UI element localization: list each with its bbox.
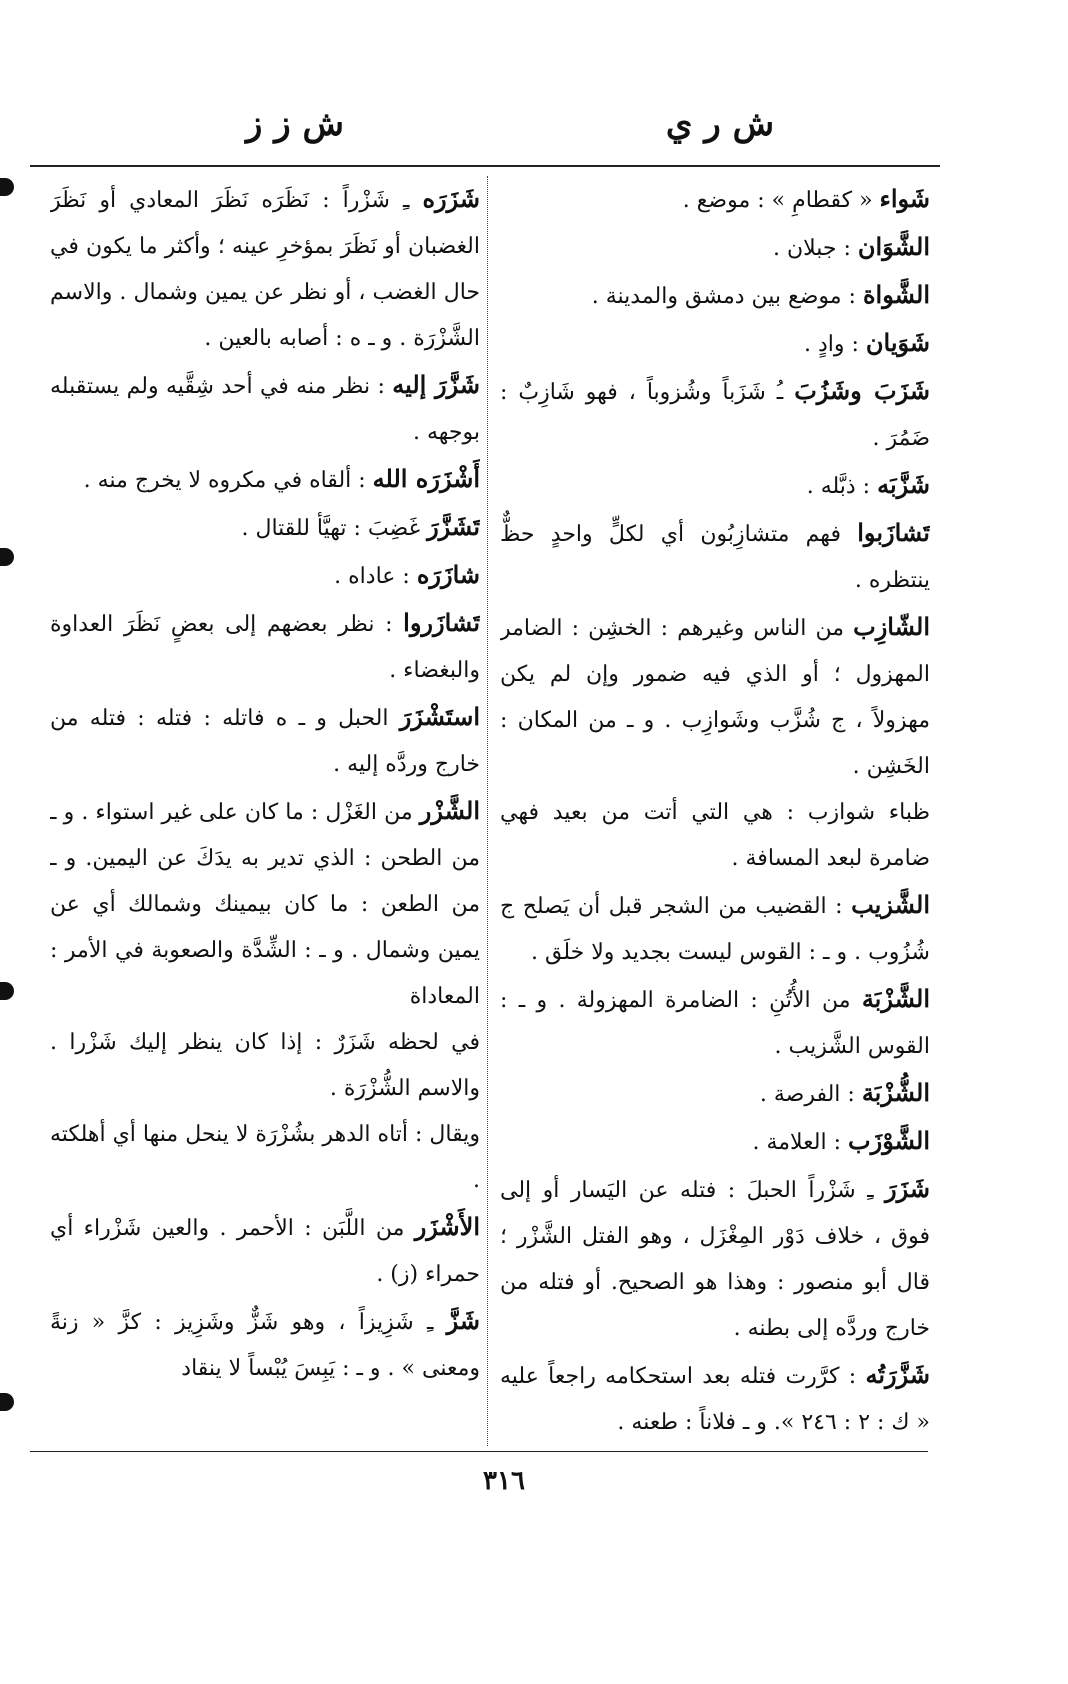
dictionary-entry [500, 1352, 930, 1446]
headword: شَواء [879, 184, 930, 213]
definition-text: : ذبَّله . [806, 474, 878, 499]
dictionary-entry [500, 272, 930, 320]
dictionary-entry [500, 882, 930, 976]
headword: شَزَّرَ إليه [392, 370, 480, 399]
dictionary-entry [50, 1112, 480, 1204]
headword: تَشَزَّرَ [427, 512, 480, 541]
definition-text: : العلامة . [752, 1130, 849, 1155]
definition-text: ـُ شَزَباً وشُزوباً ، فهو شَازِبٌ : ضَمُرَ . [500, 380, 930, 451]
dictionary-entry [500, 1070, 930, 1118]
headword: الأَشْزَر [414, 1212, 480, 1241]
headword: استَشْزَرَ [399, 702, 480, 731]
dictionary-entry [50, 1298, 480, 1392]
definition-text: غَضِبَ : تهيَّأ للقتال . [241, 516, 428, 541]
headword: شَزَّ [446, 1306, 480, 1335]
page-number: ٣١٦ [483, 1466, 525, 1496]
dictionary-entry [500, 790, 930, 882]
dictionary-entry [500, 368, 930, 462]
headword: شَزَرَ [885, 1174, 930, 1203]
dictionary-entry [500, 510, 930, 604]
dictionary-entry [500, 176, 930, 224]
dictionary-entry [50, 600, 480, 694]
running-head-left: ش ز ز [245, 104, 344, 144]
definition-text: : القضيب من الشجر قبل أن يَصلح ج شُزُوب . و ـ : القوس ليست بجديد ولا خلَق . [500, 894, 930, 965]
headword: الشَّواة [862, 280, 930, 309]
definition-text: ـِ شَزِيزاً ، وهو شَزٌّ وشَزِيز : كزَّ « زنةً ومعنى » . و ـ : يَبِسَ يُبْساً لا ينقاد [50, 1310, 480, 1381]
running-head-right: ش ر ي [665, 104, 775, 144]
definition-text: : نظر منه في أحد شِقَّيه ولم يستقبله بوجهه . [50, 374, 480, 445]
dictionary-entry [500, 224, 930, 272]
dictionary-entry [50, 788, 480, 1020]
headword: الشُّزْبَة [861, 1078, 930, 1107]
headword: شَزَّرَتُه [865, 1360, 930, 1389]
headword: تَشازَبوا [857, 518, 930, 547]
footer-rule [30, 1451, 928, 1452]
headword: شَوَيان [865, 328, 930, 357]
headword: أَشْزَرَه الله [372, 464, 480, 493]
left-column [50, 176, 480, 1446]
margin-mark [0, 1393, 14, 1411]
dictionary-entry [500, 462, 930, 510]
dictionary-entry [500, 976, 930, 1070]
definition-text: : موضع بين دمشق والمدينة . [591, 284, 863, 309]
headword: الشَّوْزَب [848, 1126, 930, 1155]
headword: شَزَبَ وشَزُبَ [794, 376, 930, 405]
definition-text: : جبلان . [773, 236, 858, 261]
dictionary-entry [50, 694, 480, 788]
headword: الشَّزيب [851, 890, 930, 919]
margin-mark [0, 178, 14, 196]
dictionary-entry [50, 456, 480, 504]
definition-text: ـِ شَزْراً الحبلَ : فتله عن اليَسار أو إلى فوق ، خلاف دَوْر المِغْزَل ، وهو الفتل الشَّزْر ؛ قال أبو منصور : وهذا هو الصحيح. أو فتله من خارج وردَّه إلى بطنه . [500, 1178, 930, 1341]
definition-text: ظباء شوازب : هي التي أتت من بعيد فهي ضامرة لبعد المسافة . [500, 800, 930, 871]
dictionary-entry [50, 362, 480, 456]
header-rule [30, 165, 940, 167]
definition-text: في لحظه شَزَرٌ : إذا كان ينظر إليك شَزْرا . والاسم الشُّزْرَة . [50, 1030, 480, 1101]
dictionary-entry [500, 604, 930, 790]
headword: شَزَّبَه [877, 470, 930, 499]
column-divider [487, 176, 488, 1446]
headword: شازَرَه [416, 560, 480, 589]
headword: الشَّوَان [857, 232, 930, 261]
definition-text: : ألقاه في مكروه لا يخرج منه . [83, 468, 373, 493]
definition-text: من الناس وغيرهم : الخشِن : الضامر المهزول ؛ أو الذي فيه ضمور وإن لم يكن مهزولاً ، ج شُزَّب وشَوازِب . و ـ من المكان : الخَشِن . [500, 616, 930, 779]
dictionary-entry [50, 1204, 480, 1298]
right-column [500, 176, 930, 1446]
dictionary-entry [50, 552, 480, 600]
definition-text: : عاداه . [334, 564, 417, 589]
dictionary-entry [500, 320, 930, 368]
definition-text: من اللَّبَن : الأحمر . والعين شَزْراء أي حمراء (ز) . [50, 1216, 480, 1287]
definition-text: : كرَّرت فتله بعد استحكامه راجعاً عليه « ك : ٢ : ٢٤٦ ». و ـ فلاناً : طعنه . [500, 1364, 930, 1435]
margin-mark [0, 548, 14, 566]
dictionary-entry [500, 1118, 930, 1166]
headword: الشَّزْبَة [861, 984, 930, 1013]
headword: شَزَرَه [422, 184, 480, 213]
definition-text: فهم متشازِبُون أي لكلٍّ واحدٍ حظٌّ ينتظره . [500, 522, 930, 593]
headword: تَشازَروا [403, 608, 480, 637]
dictionary-entry [50, 504, 480, 552]
headword: الشّازِب [853, 612, 930, 641]
definition-text: « كقطامِ » : موضع . [682, 188, 880, 213]
definition-text: ويقال : أتاه الدهر بشُزْرَة لا ينحل منها أي أهلكته . [50, 1122, 480, 1193]
definition-text: ـِ شَزْراً : نَظَرَه نَظَرَ المعادي أو نَظَرَ الغضبان أو نَظَرَ بمؤخرِ عينه ؛ وأكثر ما يكون في حال الغضب ، أو نظر عن يمين وشمال . والاسم الشَّزْرَة . و ـ ه : أصابه بالعين . [50, 188, 480, 351]
definition-text: الحبل و ـ ه فاتله : فتله : فتله من خارج وردَّه إليه . [50, 706, 480, 777]
definition-text: : وادٍ . [803, 332, 866, 357]
definition-text: من الأُتُنِ : الضامرة المهزولة . و ـ : القوس الشَّزيب . [500, 988, 930, 1059]
definition-text: : الفرصة . [759, 1082, 862, 1107]
definition-text: : نظر بعضهم إلى بعضٍ نَظَرَ العداوة والبغضاء . [50, 612, 480, 683]
definition-text: من الغَزْل : ما كان على غير استواء . و ـ من الطحن : الذي تدير به يدَكَ عن اليمين. و ـ من الطعن : ما كان بيمينك وشمالك أي عن يمين وشمال . و ـ : الشِّدَّة والصعوبة في الأمر : المعاداة [50, 800, 480, 1009]
dictionary-entry [50, 176, 480, 362]
dictionary-entry [500, 1166, 930, 1352]
headword: الشَّزْر [419, 796, 480, 825]
margin-mark [0, 982, 14, 1000]
dictionary-entry [50, 1020, 480, 1112]
